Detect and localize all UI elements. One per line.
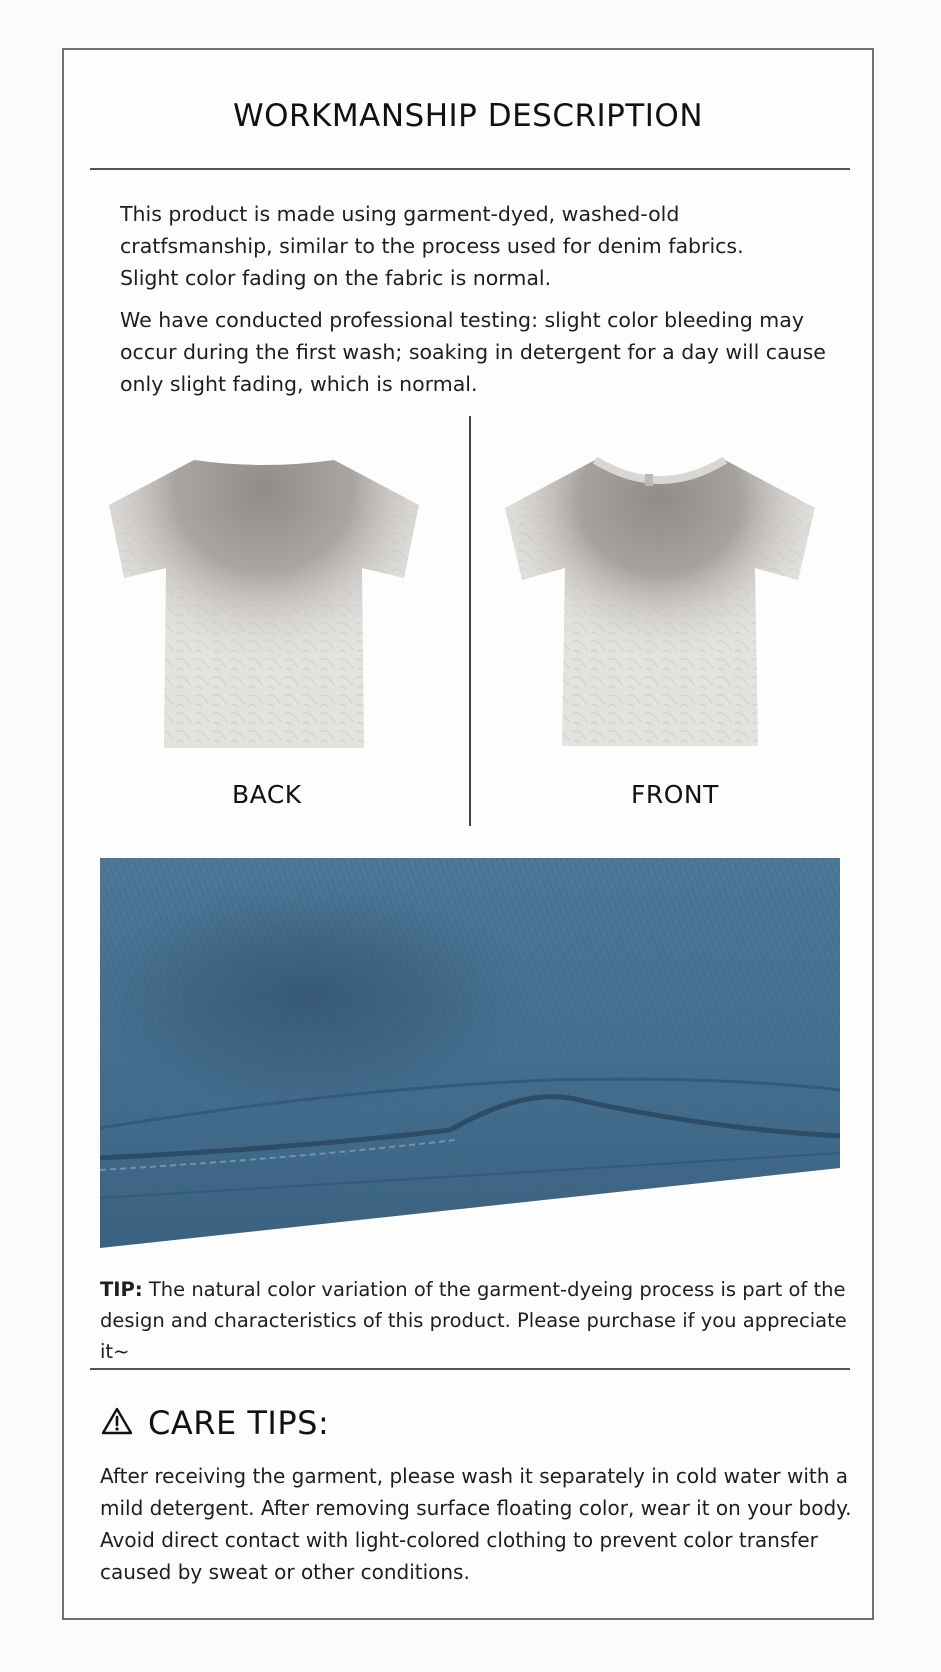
intro-paragraph-2: We have conducted professional testing: slight color bleeding may occur during the first wash; soaking in detergent for a day will cause only slight fading, which is normal. [120, 308, 826, 396]
care-text: After receiving the garment, please wash it separately in cold water with a mild detergent. After removing surface floating color, wear it on your body. Avoid direct contact with light-colored clothing to prevent color transfer caused by sweat or other conditions. [100, 1464, 852, 1584]
tip-note [100, 1274, 860, 1367]
workmanship-card [62, 48, 874, 1620]
warning-triangle-icon [100, 1406, 134, 1441]
tshirt-back-image [84, 440, 444, 770]
view-divider [469, 416, 471, 826]
page-title: WORKMANSHIP DESCRIPTION [232, 98, 704, 134]
fabric-closeup-image [100, 858, 840, 1248]
care-heading [100, 1398, 329, 1448]
front-label: FRONT [631, 780, 719, 809]
care-divider [90, 1368, 850, 1370]
tshirt-front-image [480, 440, 840, 770]
care-title: CARE TIPS: [148, 1404, 330, 1442]
tip-text: The natural color variation of the garment-dyeing process is part of the design and characteristics of this product. Please purchase if you appreciate it~ [100, 1278, 847, 1363]
back-label: BACK [232, 780, 302, 809]
intro-paragraph-1: This product is made using garment-dyed, washed-old cratfsmanship, similar to the process used for denim fabrics. Slight color fading on the fabric is normal. [120, 202, 744, 290]
tip-label: TIP: [100, 1278, 143, 1301]
title-divider [90, 168, 850, 170]
